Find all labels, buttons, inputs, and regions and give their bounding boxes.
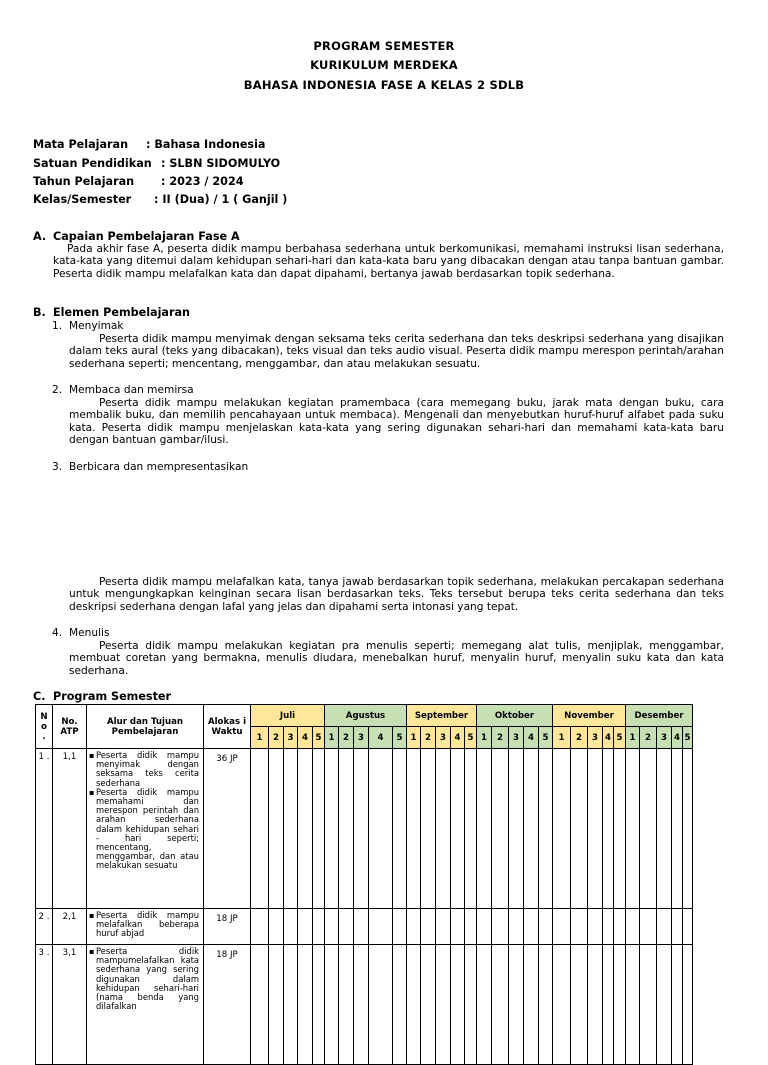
month-header-oktober: Oktober [477, 705, 553, 727]
week-header: 5 [393, 727, 407, 749]
week-cell [509, 909, 524, 945]
element-number: 4. [52, 627, 63, 639]
week-cell [657, 909, 672, 945]
week-cell [451, 749, 465, 909]
week-cell [251, 945, 269, 1065]
section-b-heading [33, 306, 190, 319]
week-cell [492, 909, 509, 945]
element-heading-menyimak [52, 320, 124, 332]
week-cell [588, 749, 603, 909]
week-header: 3 [436, 727, 451, 749]
doc-subtitle-curriculum: KURIKULUM MERDEKA [310, 58, 458, 72]
week-cell [393, 909, 407, 945]
row-alokasi: 36 JP [204, 749, 251, 909]
month-header-september: September [407, 705, 477, 727]
week-cell [640, 909, 657, 945]
week-cell [407, 909, 421, 945]
col-header-no: N o . [36, 705, 53, 749]
week-cell [539, 909, 553, 945]
objective-item: ▪ Peserta didik mampumelafalkan kata sederhana yang sering digunakan dalam kehidupan sehari-hari (nama benda yang dilafalkan [89, 947, 199, 1011]
week-cell [354, 945, 369, 1065]
info-label: Tahun Pelajaran [33, 175, 135, 188]
week-cell [436, 749, 451, 909]
row-number: 2 . [36, 909, 53, 945]
info-row-class [33, 193, 287, 206]
row-number: 1 . [36, 749, 53, 909]
element-title: Berbicara dan mempresentasikan [69, 461, 249, 473]
week-header: 4 [298, 727, 313, 749]
element-number: 2. [52, 384, 63, 396]
week-cell [354, 749, 369, 909]
week-cell [614, 945, 626, 1065]
week-cell [369, 945, 393, 1065]
week-cell [524, 909, 539, 945]
week-cell [298, 749, 313, 909]
row-alur [87, 909, 204, 945]
element-text-menyimak: Peserta didik mampu menyimak dengan seksama teks cerita sederhana dan teks deskripsi sederhana yang disajikan dalam teks aural (teks yang dibacakan), teks visual dan teks audio visual. Peserta didik mampu merespon perintah/arahan sederhana seperti; mencentang, menggambar, dan atau melakukan sesuatu. [69, 333, 724, 370]
week-cell [339, 945, 354, 1065]
info-label: Satuan Pendidikan [33, 157, 152, 170]
month-header-desember: Desember [626, 705, 693, 727]
week-cell [524, 945, 539, 1065]
week-header: 5 [465, 727, 477, 749]
week-header: 2 [492, 727, 509, 749]
week-header: 2 [421, 727, 436, 749]
week-cell [298, 945, 313, 1065]
week-cell [657, 945, 672, 1065]
week-cell [640, 945, 657, 1065]
element-text-membaca: Peserta didik mampu melakukan kegiatan pramembaca (cara memegang buku, jarak mata dengan buku, cara membalik buku, dan memilih pencahayaan untuk membaca). Mengenali dan menyebutkan huruf-huruf alfabet pada suku kata. Peserta didik mampu menjelaskan kata-kata yang sering digunakan sehari-hari dan memahami kata-kata baru dengan bantuan gambar/ilusi. [69, 397, 724, 446]
info-label: Mata Pelajaran [33, 138, 129, 151]
element-heading-menulis [52, 627, 110, 639]
week-cell [369, 749, 393, 909]
row-alur [87, 749, 204, 909]
week-cell [603, 749, 614, 909]
month-header-agustus: Agustus [325, 705, 407, 727]
week-cell [492, 749, 509, 909]
week-cell [313, 945, 325, 1065]
section-number: B. [33, 306, 46, 319]
week-cell [509, 945, 524, 1065]
week-cell [325, 945, 339, 1065]
week-header: 4 [451, 727, 465, 749]
week-cell [325, 749, 339, 909]
section-a-text: Pada akhir fase A, peserta didik mampu berbahasa sederhana untuk berkomunikasi, memahami instruksi lisan sederhana, kata-kata yang ditemui dalam kehidupan sehari-hari dan kata-kata baru yang dibacakan dengan atau tanpa bantuan gambar. Peserta didik mampu melafalkan kata dan dapat dipahami, bertanya jawab berdasarkan topik sederhana. [53, 243, 724, 280]
week-cell [407, 749, 421, 909]
week-cell [251, 909, 269, 945]
week-cell [683, 749, 693, 909]
week-cell [640, 749, 657, 909]
week-cell [626, 749, 640, 909]
table-row [36, 749, 693, 909]
section-title: Capaian Pembelajaran Fase A [53, 230, 240, 243]
week-cell [313, 749, 325, 909]
week-cell [553, 945, 571, 1065]
element-heading-membaca [52, 384, 194, 396]
week-cell [421, 749, 436, 909]
week-header: 1 [407, 727, 421, 749]
section-c-heading [33, 690, 171, 703]
week-header: 4 [524, 727, 539, 749]
week-cell [251, 749, 269, 909]
row-atp: 2,1 [53, 909, 87, 945]
week-cell [436, 945, 451, 1065]
section-title: Elemen Pembelajaran [53, 306, 191, 319]
week-cell [603, 909, 614, 945]
week-header: 2 [571, 727, 588, 749]
week-cell [672, 749, 683, 909]
week-header: 1 [325, 727, 339, 749]
table-row [36, 909, 693, 945]
week-cell [539, 749, 553, 909]
week-cell [284, 945, 298, 1065]
week-cell [339, 749, 354, 909]
row-number: 3 . [36, 945, 53, 1065]
week-header: 2 [269, 727, 284, 749]
col-header-alur: Alur dan Tujuan Pembelajaran [87, 705, 204, 749]
week-header: 3 [657, 727, 672, 749]
week-cell [298, 909, 313, 945]
info-row-school [33, 157, 280, 170]
week-cell [571, 909, 588, 945]
week-cell [588, 945, 603, 1065]
week-header: 5 [539, 727, 553, 749]
week-cell [465, 909, 477, 945]
section-number: A. [33, 230, 47, 243]
week-cell [477, 945, 492, 1065]
week-header: 1 [251, 727, 269, 749]
week-cell [571, 945, 588, 1065]
month-header-november: November [553, 705, 626, 727]
week-cell [354, 909, 369, 945]
week-header: 1 [626, 727, 640, 749]
objective-item: ▪ Peserta didik mampu memahami dan merespon perintah dan arahan sederhana dalam kehidupan sehari - hari seperti; mencentang, menggambar, dan atau melakukan sesuatu [89, 788, 199, 871]
week-cell [683, 945, 693, 1065]
week-cell [492, 945, 509, 1065]
week-header: 3 [284, 727, 298, 749]
week-cell [451, 909, 465, 945]
week-header: 3 [509, 727, 524, 749]
week-cell [269, 749, 284, 909]
section-a-heading [33, 230, 240, 243]
row-alokasi: 18 JP [204, 909, 251, 945]
info-row-subject [33, 138, 265, 151]
element-number: 1. [52, 320, 63, 332]
element-title: Menyimak [69, 320, 124, 332]
element-text-menulis: Peserta didik mampu melakukan kegiatan pra menulis seperti; memegang alat tulis, menjiplak, menggambar, membuat coretan yang bermakna, menulis diudara, menebalkan huruf, menyalin huruf, menyalin suku kata dan kata sederhana. [69, 640, 724, 677]
week-header: 4 [369, 727, 393, 749]
week-cell [657, 749, 672, 909]
col-header-atp: No. ATP [53, 705, 87, 749]
week-cell [407, 945, 421, 1065]
week-cell [284, 909, 298, 945]
info-value: : 2023 / 2024 [161, 175, 244, 188]
week-cell [524, 749, 539, 909]
table-row [36, 945, 693, 1065]
element-text-berbicara: Peserta didik mampu melafalkan kata, tanya jawab berdasarkan topik sederhana, melakukan percakapan sederhana untuk mengungkapkan keinginan secara lisan berdasarkan teks. Teks tersebut berupa teks cerita sederhana dan teks deskripsi sederhana dengan lafal yang jelas dan dipahami serta intonasi yang tepat. [69, 576, 724, 613]
week-cell [325, 909, 339, 945]
element-title: Membaca dan memirsa [69, 384, 194, 396]
section-number: C. [33, 690, 46, 703]
week-cell [672, 909, 683, 945]
week-cell [393, 945, 407, 1065]
row-alokasi: 18 JP [204, 945, 251, 1065]
month-header-juli: Juli [251, 705, 325, 727]
element-number: 3. [52, 461, 63, 473]
objective-item: ▪ Peserta didik mampu menyimak dengan seksama teks cerita sederhana [89, 751, 199, 788]
element-heading-berbicara [52, 461, 248, 473]
week-cell [672, 945, 683, 1065]
week-header: 3 [588, 727, 603, 749]
week-header: 5 [683, 727, 693, 749]
info-value: : II (Dua) / 1 ( Ganjil ) [154, 193, 288, 206]
program-semester-table [35, 704, 693, 1065]
week-cell [571, 749, 588, 909]
week-cell [603, 945, 614, 1065]
week-cell [614, 749, 626, 909]
week-cell [436, 909, 451, 945]
week-cell [626, 909, 640, 945]
week-header: 2 [640, 727, 657, 749]
week-header: 1 [553, 727, 571, 749]
week-cell [269, 945, 284, 1065]
section-title: Program Semester [53, 690, 172, 703]
week-header: 4 [672, 727, 683, 749]
week-cell [421, 909, 436, 945]
week-header: 5 [313, 727, 325, 749]
week-cell [465, 749, 477, 909]
info-value: : SLBN SIDOMULYO [161, 157, 281, 170]
info-value: : Bahasa Indonesia [146, 138, 266, 151]
doc-title: PROGRAM SEMESTER [313, 39, 455, 53]
week-cell [477, 749, 492, 909]
week-cell [465, 945, 477, 1065]
col-header-alokasi: Alokas i Waktu [204, 705, 251, 749]
week-cell [553, 749, 571, 909]
week-header: 4 [603, 727, 614, 749]
week-header: 3 [354, 727, 369, 749]
week-cell [626, 945, 640, 1065]
week-cell [588, 909, 603, 945]
week-cell [284, 749, 298, 909]
week-cell [369, 909, 393, 945]
week-cell [683, 909, 693, 945]
objective-item: ▪ Peserta didik mampu melafalkan beberapa huruf abjad [89, 911, 199, 939]
week-cell [553, 909, 571, 945]
week-cell [269, 909, 284, 945]
week-cell [614, 909, 626, 945]
week-cell [451, 945, 465, 1065]
week-cell [393, 749, 407, 909]
info-label: Kelas/Semester [33, 193, 132, 206]
week-cell [509, 749, 524, 909]
week-header: 1 [477, 727, 492, 749]
info-row-year [33, 175, 244, 188]
element-title: Menulis [69, 627, 110, 639]
week-cell [421, 945, 436, 1065]
row-alur [87, 945, 204, 1065]
week-cell [539, 945, 553, 1065]
week-cell [339, 909, 354, 945]
week-cell [313, 909, 325, 945]
row-atp: 3,1 [53, 945, 87, 1065]
week-cell [477, 909, 492, 945]
week-header: 2 [339, 727, 354, 749]
doc-subtitle-subject: BAHASA INDONESIA FASE A KELAS 2 SDLB [243, 78, 525, 92]
week-header: 5 [614, 727, 626, 749]
row-atp: 1,1 [53, 749, 87, 909]
